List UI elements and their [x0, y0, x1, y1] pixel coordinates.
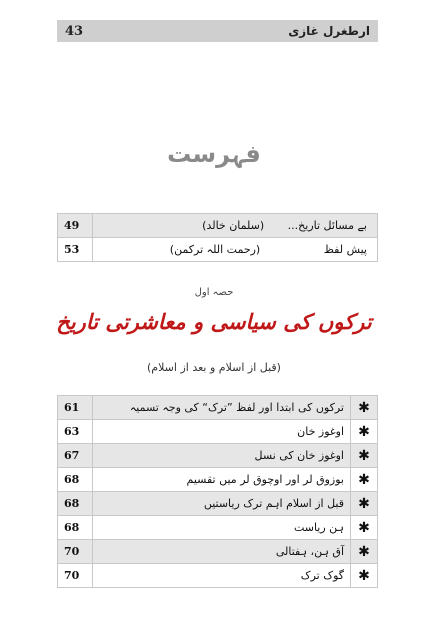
toc-page-number: 67: [58, 444, 93, 468]
bullet-icon: ✱: [351, 540, 378, 564]
bullet-icon: ✱: [351, 492, 378, 516]
toc-row: [58, 564, 378, 588]
toc-entry-title: بے مسائل تاریخ...: [287, 219, 367, 232]
toc-row: [58, 214, 378, 238]
toc-entry-title: آق ہن، ہفتالی: [93, 540, 351, 564]
toc-entry-title: ترکوں کی ابتدا اور لفظ ”ترک“ کی وجہ تسمیہ: [93, 396, 351, 420]
toc-entry: [93, 238, 378, 262]
toc-entry-title: بوزوق لر اور اوچوق لر میں تقسیم: [93, 468, 351, 492]
bullet-icon: ✱: [351, 396, 378, 420]
toc-page-number: 53: [58, 238, 93, 262]
toc-entry-title: قبل از اسلام اہم ترک ریاستیں: [93, 492, 351, 516]
toc-page-number: 49: [58, 214, 93, 238]
toc-page-number: 70: [58, 540, 93, 564]
book-title: ارطغرل غازی: [288, 24, 370, 38]
part-title: ترکوں کی سیاسی و معاشرتی تاریخ: [56, 310, 372, 334]
running-header: [57, 20, 378, 42]
toc-row: [58, 516, 378, 540]
toc-heading: فہرست: [167, 140, 261, 168]
toc-page-number: 68: [58, 492, 93, 516]
toc-row: [58, 492, 378, 516]
toc-page-number: 63: [58, 420, 93, 444]
intro-table: [57, 213, 378, 262]
toc-row: [58, 396, 378, 420]
toc-entry-title: گوک ترک: [93, 564, 351, 588]
part-subtitle: (قبل از اسلام و بعد از اسلام): [147, 361, 281, 374]
bullet-icon: ✱: [351, 444, 378, 468]
toc-entry-title: اوغوز خان: [93, 420, 351, 444]
toc-entry-title: اوغوز خان کی نسل: [93, 444, 351, 468]
toc-page-number: 61: [58, 396, 93, 420]
toc-row: [58, 238, 378, 262]
toc-entry-author: (رحمت اللہ ترکمن): [169, 243, 261, 256]
bullet-icon: ✱: [351, 516, 378, 540]
toc-row: [58, 420, 378, 444]
toc-page-number: 68: [58, 516, 93, 540]
bullet-icon: ✱: [351, 564, 378, 588]
toc-entry: [93, 214, 378, 238]
toc-row: [58, 468, 378, 492]
toc-entry-author: (سلمان خالد): [202, 219, 265, 232]
chapters-table: [57, 395, 378, 588]
toc-entry-title: پیش لفظ: [323, 243, 367, 256]
toc-entry-title: ہن ریاست: [93, 516, 351, 540]
toc-row: [58, 540, 378, 564]
page-number: 43: [65, 23, 84, 39]
bullet-icon: ✱: [351, 468, 378, 492]
toc-row: [58, 444, 378, 468]
part-label: حصہ اول: [194, 287, 234, 298]
bullet-icon: ✱: [351, 420, 378, 444]
toc-page-number: 70: [58, 564, 93, 588]
toc-page-number: 68: [58, 468, 93, 492]
